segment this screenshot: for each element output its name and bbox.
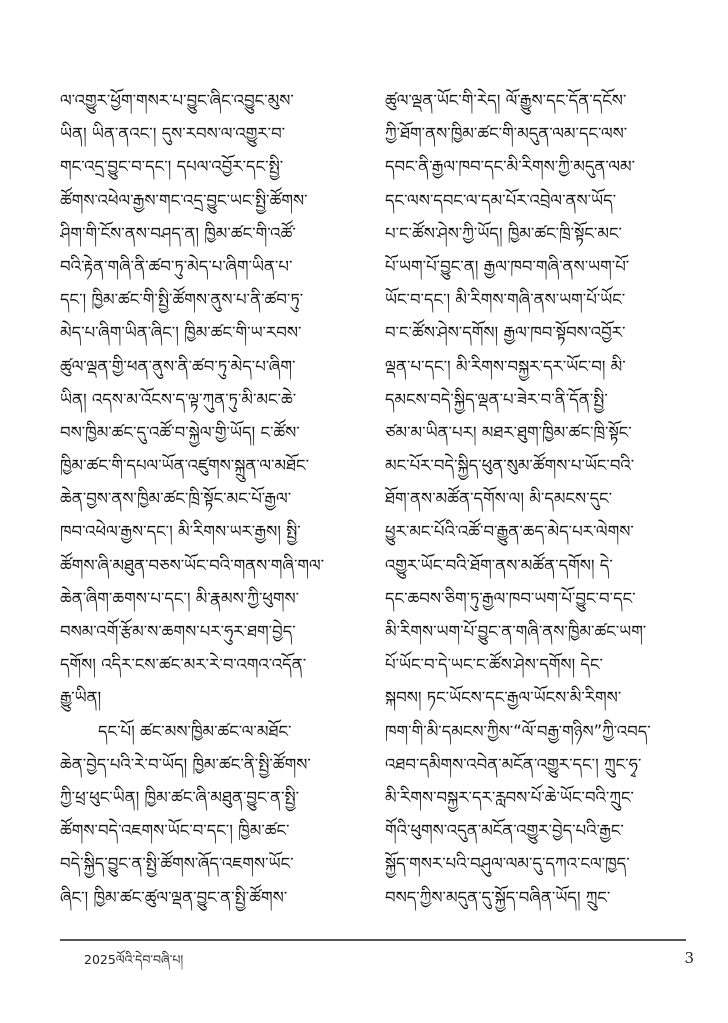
- text-line: འཐབ་དམིགས་འབེན་མངོན་འགྱུར་དང་། ཀྲུང་ཧྭ་: [385, 754, 642, 774]
- text-line: ཀྱི་ཐོག་ནས་ཁྱིམ་ཚང་གི་མདུན་ལམ་དང་ལས་: [385, 124, 628, 144]
- text-line: ཚུལ་ལྡན་གྱི་ཕན་ནུས་ནི་ཚབ་ཏུ་མེད་པ་ཞིག་: [60, 356, 296, 376]
- text-line: བདེ་སྐྱིད་བྱུང་ན་སྤྱི་ཚོགས་ཞོད་འཇགས་ཡོང་: [60, 854, 294, 874]
- text-line: བསད་ཀྱིས་མདུན་དུ་སྐྱོད་བཞིན་ཡོད། ཀྲུང་: [385, 887, 611, 907]
- text-line: ཚོགས་བདེ་འཇགས་ཡོང་བ་དང་། ཁྱིམ་ཚང་: [60, 821, 290, 841]
- text-line: ཡིན། ཡིན་ནའང་། དུས་རབས་ལ་འགྱུར་བ་: [60, 124, 286, 144]
- text-line: ཆེན་ཞིག་ཆགས་པ་དང་། མི་རྣམས་ཀྱི་ཕུགས་: [60, 588, 300, 608]
- text-line: དབང་ནི་རྒྱལ་ཁབ་དང་མི་རིགས་ཀྱི་མདུན་ལམ་: [385, 157, 636, 177]
- text-line: མི་རིགས་ཡག་པོ་བྱུང་ན་གཞི་ནས་ཁྱིམ་ཚང་ཡག་: [385, 622, 647, 641]
- footer-issue-label: 2025ལོའི་དེབ་བཞི་པ།: [84, 952, 184, 967]
- text-line: གང་འདྲ་བྱུང་བ་དང་། དཔལ་འབྱོར་དང་སྤྱི་: [60, 157, 284, 177]
- text-line: བའི་རྟེན་གཞི་ནི་ཚབ་ཏུ་མེད་པ་ཞིག་ཡིན་པ་: [60, 256, 293, 276]
- text-line: དགོས། འདིར་ངས་ཚང་མར་རེ་བ་འགའ་འདོན་: [60, 655, 307, 675]
- text-body: [60, 84, 688, 914]
- text-line: བ་ང་ཚོས་ཤེས་དགོས། རྒྱལ་ཁབ་སྟོབས་འབྱོར་: [385, 323, 626, 343]
- page-number: 3: [684, 949, 694, 967]
- text-line: པོ་ཡག་པོ་བྱུང་ན། རྒྱལ་ཁབ་གཞི་ནས་ཡག་པོ་: [385, 256, 630, 276]
- text-line: ཙམ་མ་ཡིན་པར། མཐར་ཐུག་ཁྱིམ་ཚང་ཁྲི་སྟོང་: [385, 422, 632, 442]
- text-line: སྐབས། ཏང་ཡོངས་དང་རྒྱལ་ཡོངས་མི་རིགས་: [385, 688, 622, 708]
- text-line: མང་པོར་བདེ་སྐྱིད་ཕུན་སུམ་ཚོགས་པ་ཡོང་བའི་: [385, 456, 635, 476]
- text-line: ཡོང་བ་དང་། མི་རིགས་གཞི་ནས་ཡག་པོ་ཡོང་: [385, 290, 626, 310]
- text-line: པོ་ཡོང་བ་དེ་ཡང་ང་ཚོས་ཤེས་དགོས། དེང་: [385, 655, 603, 675]
- text-line: ཚོགས་འཕེལ་རྒྱས་གང་འདྲ་བྱུང་ཡང་སྤྱི་ཚོགས་: [60, 190, 308, 210]
- text-line: མི་རིགས་བསྐྱར་དར་རླབས་པོ་ཆེ་ཡོང་བའི་ཀྲུང་: [385, 787, 634, 807]
- text-line: སྐྱོད་གསར་པའི་བཤུལ་ལམ་དུ་དཀའ་ངལ་ཁྱད་: [385, 854, 630, 874]
- text-line: པ་ང་ཚོས་ཤེས་ཀྱི་ཡོད། ཁྱིམ་ཚང་ཁྲི་སྟོང་མང་: [385, 223, 622, 243]
- text-line: དང་ལས་དབང་ལ་དམ་པོར་འབྲེལ་ནས་ཡོད་: [385, 190, 617, 210]
- text-line: མེད་པ་ཞིག་ཡིན་ཞིང་། ཁྱིམ་ཚང་གི་ཡ་རབས་: [60, 323, 302, 343]
- text-line: བས་ཁྱིམ་ཚང་དུ་འཚོ་བ་སྐྱེལ་གྱི་ཡོད། ང་ཚོས་: [60, 422, 300, 442]
- text-line: ཐོག་ནས་མཚོན་དགོས་ལ། མི་དམངས་དུང་: [385, 489, 613, 509]
- text-line: ཡིན། འདས་མ་འོངས་ད་ལྟ་ཀུན་ཏུ་མི་མང་ཆེ་: [60, 389, 297, 409]
- text-line: ཆེན་བྱས་ནས་ཁྱིམ་ཚང་ཁྲི་སྟོང་མང་པོ་རྒྱལ་: [60, 489, 292, 509]
- text-line: དང་། ཁྱིམ་ཚང་གི་སྤྱི་ཚོགས་ནུས་པ་ནི་ཚབ་ཏུ་: [60, 290, 304, 310]
- right-column: [385, 84, 688, 914]
- text-line: གོའི་ཕུགས་འདུན་མངོན་འགྱུར་བྱེད་པའི་རྒྱང་: [385, 821, 624, 841]
- text-line: ཤིག་གི་ངོས་ནས་བཤད་ན། ཁྱིམ་ཚང་གི་འཚོ་: [60, 223, 296, 243]
- text-line: ལྡན་པ་དང་། མི་རིགས་བསྐྱར་དར་ཡོང་བ། མི་: [385, 356, 626, 376]
- text-line: འགྱུར་ཡོང་བའི་ཐོག་ནས་མཚོན་དགོས། དེ་: [385, 555, 613, 575]
- text-line: ཁྱིམ་ཚང་གི་དཔལ་ཡོན་འཛུགས་སྐྲུན་ལ་མཐོང་: [60, 456, 310, 476]
- text-line: ཚུལ་ལྡན་ཡོང་གི་རེད། ལོ་རྒྱུས་དང་དོན་དངོས་: [385, 91, 627, 110]
- text-line: ལ་འགྱུར་ཕྱོག་གསར་པ་བྱུང་ཞིང་འབྱུང་མུས་: [60, 91, 294, 110]
- text-line: ཆེན་བྱེད་པའི་རེ་བ་ཡོད། ཁྱིམ་ཚང་ནི་སྤྱི་ཚོགས་: [60, 754, 311, 774]
- text-line: ཚོགས་ཞི་མཐུན་བཅས་ཡོང་བའི་གནས་གཞི་གལ་: [60, 555, 325, 575]
- text-line: ཀྱི་ཕྲ་ཕུང་ཡིན། ཁྱིམ་ཚང་ཞི་མཐུན་བྱུང་ན་སྤྱི་: [60, 787, 300, 807]
- text-line: དམངས་བདེ་སྐྱིད་ལྡན་པ་ཟེར་བ་ནི་དོན་སྤྱི་: [385, 389, 608, 409]
- page-footer: [60, 939, 694, 977]
- text-line: ཞིང་། ཁྱིམ་ཚང་ཚུལ་ལྡན་བྱུང་ན་སྤྱི་ཚོགས་: [60, 887, 288, 907]
- text-line: དང་ཆབས་ཅིག་ཏུ་རྒྱལ་ཁབ་ཡག་པོ་བྱུང་བ་དང་: [385, 588, 636, 608]
- left-column: [60, 84, 363, 914]
- text-line: བསམ་འགོ་རྩོམ་ས་ཆགས་པར་ཧུར་ཐག་བྱེད་: [60, 622, 296, 641]
- text-line: ཕྱུར་མང་པོའི་འཚོ་བ་རྒྱུན་ཆད་མེད་པར་ལེགས་: [385, 522, 634, 542]
- paragraph-start-line: དང་པོ། ཚང་མས་ཁྱིམ་ཚང་ལ་མཐོང་: [98, 721, 292, 741]
- text-line: ཁག་གི་མི་དམངས་ཀྱིས་“ལོ་བརྒྱ་གཉིས”ཀྱི་འབད་: [385, 721, 651, 741]
- text-line: ཁབ་འཕེལ་རྒྱས་དང་། མི་རིགས་ཡར་རྒྱས། སྤྱི་: [60, 522, 301, 542]
- text-line: རྒྱུ་ཡིན།: [60, 688, 102, 708]
